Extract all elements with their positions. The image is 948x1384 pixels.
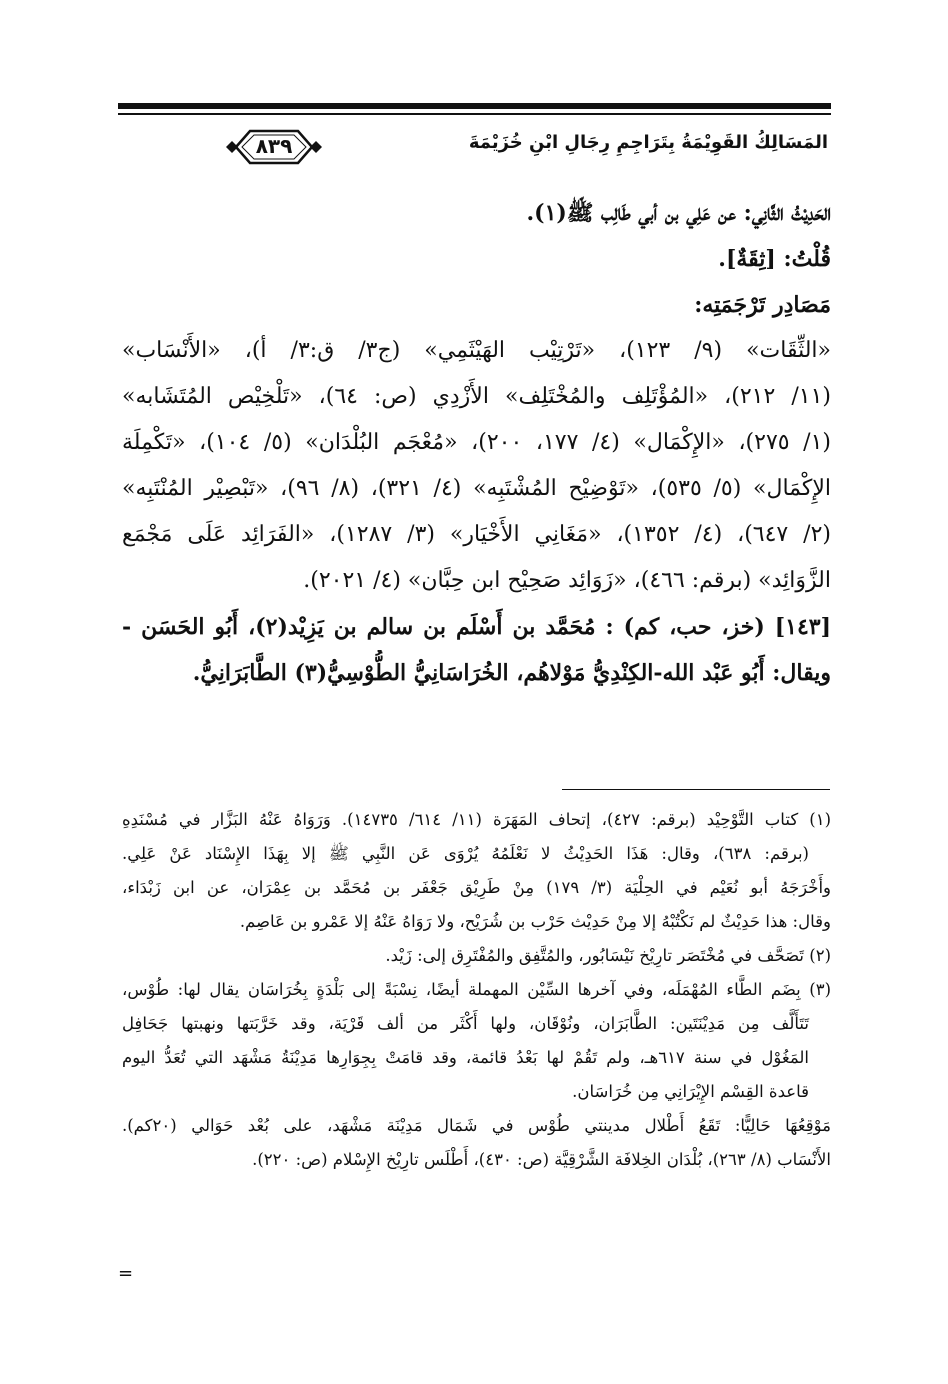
footnote-line: (١) كتاب التَّوْحِيْد (برقم: ٤٢٧)، إتحاف المَهَرَة (١١/ ٦١٤/ ١٤٧٣٥). وَرَوَاهُ عَنْهُ البَزَّار في مُسْنَدِهِ: [122, 810, 831, 829]
continuation-mark: =: [118, 1263, 134, 1284]
footnote-line: تَتَأَلَّف مِن مَدِيْنَتَين: الطَّابَرَان، ونُوْقَان، ولها أَكْثَر من ألف قَرْيَة، وقد خَرَّبَتها ونهبتها جَحَافِل: [122, 1014, 810, 1033]
sources-line: (٢/ ٦٤٧)، (٤/ ١٣٥٢)، «مَغَانِي الأَخْيَار» (٣/ ١٢٨٧)، «الفَرَائِد عَلَى مَجْمَع: [122, 522, 831, 547]
sources-line: «الثِّقَات» (٩/ ١٢٣)، «تَرْتِيْب الهَيْثَمِي» (ج٣/ ق:٣/ أ)، «الأَنْسَاب»: [122, 338, 831, 363]
narrator-entry-line: [١٤٣] (خز، حب، كم) : مُحَمَّد بن أَسْلَم بن سالم بن يَزِيْد(٢)، أَبُو الحَسَن -: [122, 614, 831, 640]
footnote-line: المَغُوْل في سنة ٦١٧هـ، ولم تَقُمْ لها بَعْدُ قائمة، وقد قامَتْ بِجِوَارِها مَدِيْنَةُ مَشْهَد التي تُعَدُّ اليوم: [122, 1048, 809, 1067]
header-rule-thick: [118, 103, 831, 109]
hadith-heading: الحَدِيْثُ الثَّانِي: عن عَلِي بن أبي طَالِب ﷺ(١).: [526, 200, 831, 226]
sources-line: (١/ ٢٧٥)، «الإِكْمَال» (٤/ ١٧٧، ٢٠٠)، «مُعْجَم البُلْدَان» (٥/ ١٠٤)، «تَكْمِلَة: [122, 430, 831, 455]
narrator-entry-line: ويقال: أَبُو عَبْد الله-الكِنْدِيُّ مَوْلاهُم، الخُرَاسَانِيُّ الطُّوْسِيُّ(٣) الطَّابَرَانِيُّ.: [192, 660, 831, 686]
verdict-line: قُلْتُ: [ثِقَةٌ].: [718, 246, 831, 272]
page-number: ٨٣٩: [255, 134, 293, 158]
running-title: المَسَالِكُ القَوِيْمَةُ بِتَرَاجِمِ رِجَالِ ابْنِ خُزَيْمَةَ: [468, 132, 828, 153]
footnote-line: (٢) تَصَحَّف في مُخْتَصَر تارِيْخ نَيْسَابُور، والمُتَّفِق والمُفْتَرِق إلى: زَيْد.: [385, 946, 831, 965]
footnote-line: وقال: هذا حَدِيْثٌ لم نَكْتُبْهُ إلا مِنْ حَدِيْث حَرْب بن شُرَيْح، ولا رَوَاهُ عَنْهُ إلا عَمْرو بن عَاصِم.: [239, 912, 831, 931]
footnote-line: قاعدة القِسْم الإِيْرَانِي مِن خُرَاسَان.: [572, 1082, 809, 1101]
footnote-separator: [562, 789, 830, 790]
header-rule-thin: [118, 113, 831, 115]
main-text: [122, 190, 831, 696]
footnote-line: (برقم: ٦٣٨)، وقال: هَذَا الحَدِيْثُ لا نَعْلَمُهُ يُرْوَى عَن النَّبِي ﷺ إلا بِهَذَا الإِسْنَاد عَنْ عَلِي.: [122, 844, 809, 863]
footnote-line: (٣) بِضَم الطَّاء المُهْمَلَه، وفي آخرها السِّيْن المهملة أيضًا، نِسْبَةً إلى بَلْدَةٍ بِخُرَاسَان يقال لها: طُوْس،: [122, 980, 831, 999]
sources-line: (١١/ ٢١٢)، «المُؤْتَلِف والمُخْتَلِف» الأَزْدِي (ص: ٦٤)، «تَلْخِيْص المُتَشَابه»: [122, 384, 831, 409]
footnote-line: وأَخْرَجَهُ أبو نُعَيْم في الحِلْيَة (٣/ ١٧٩) مِنْ طَرِيْق جَعْفَر بن مُحَمَّد بن عِمْرَان، عن ابن زَبْدَاء،: [122, 878, 831, 897]
footnote-line: مَوْقِعُهَا حَالِيًّا: تَقَعُ أَطْلال مدينتي طُوْس في شَمَال مَدِيْنَة مَشْهَد، على بُعْد حَوَالي (٢٠كم).: [122, 1116, 831, 1135]
footnotes: [122, 803, 831, 1177]
sources-line: الإِكْمَال» (٥/ ٥٣٥)، «تَوْضِيْح المُشْتَبِه» (٤/ ٣٢١)، (٨/ ٩٦)، «تَبْصِيْر المُنْتَبِه»: [122, 476, 831, 501]
footnote-line: الأَنْسَاب (٨/ ٢٦٣)، بُلْدَان الخِلافَة الشَّرْقِيَّة (ص: ٤٣٠)، أَطْلَس تارِيْخ الإِسْلام (ص: ٢٢٠).: [252, 1150, 831, 1169]
page-number-badge: [224, 127, 324, 167]
sources-heading: مَصَادِر تَرْجَمَتِه:: [694, 292, 831, 318]
sources-line: الزَّوَائِد» (برقم: ٤٦٦)، «زَوَائِد صَحِيْح ابن حِبَّان» (٤/ ٢٠٢١).: [303, 568, 831, 593]
